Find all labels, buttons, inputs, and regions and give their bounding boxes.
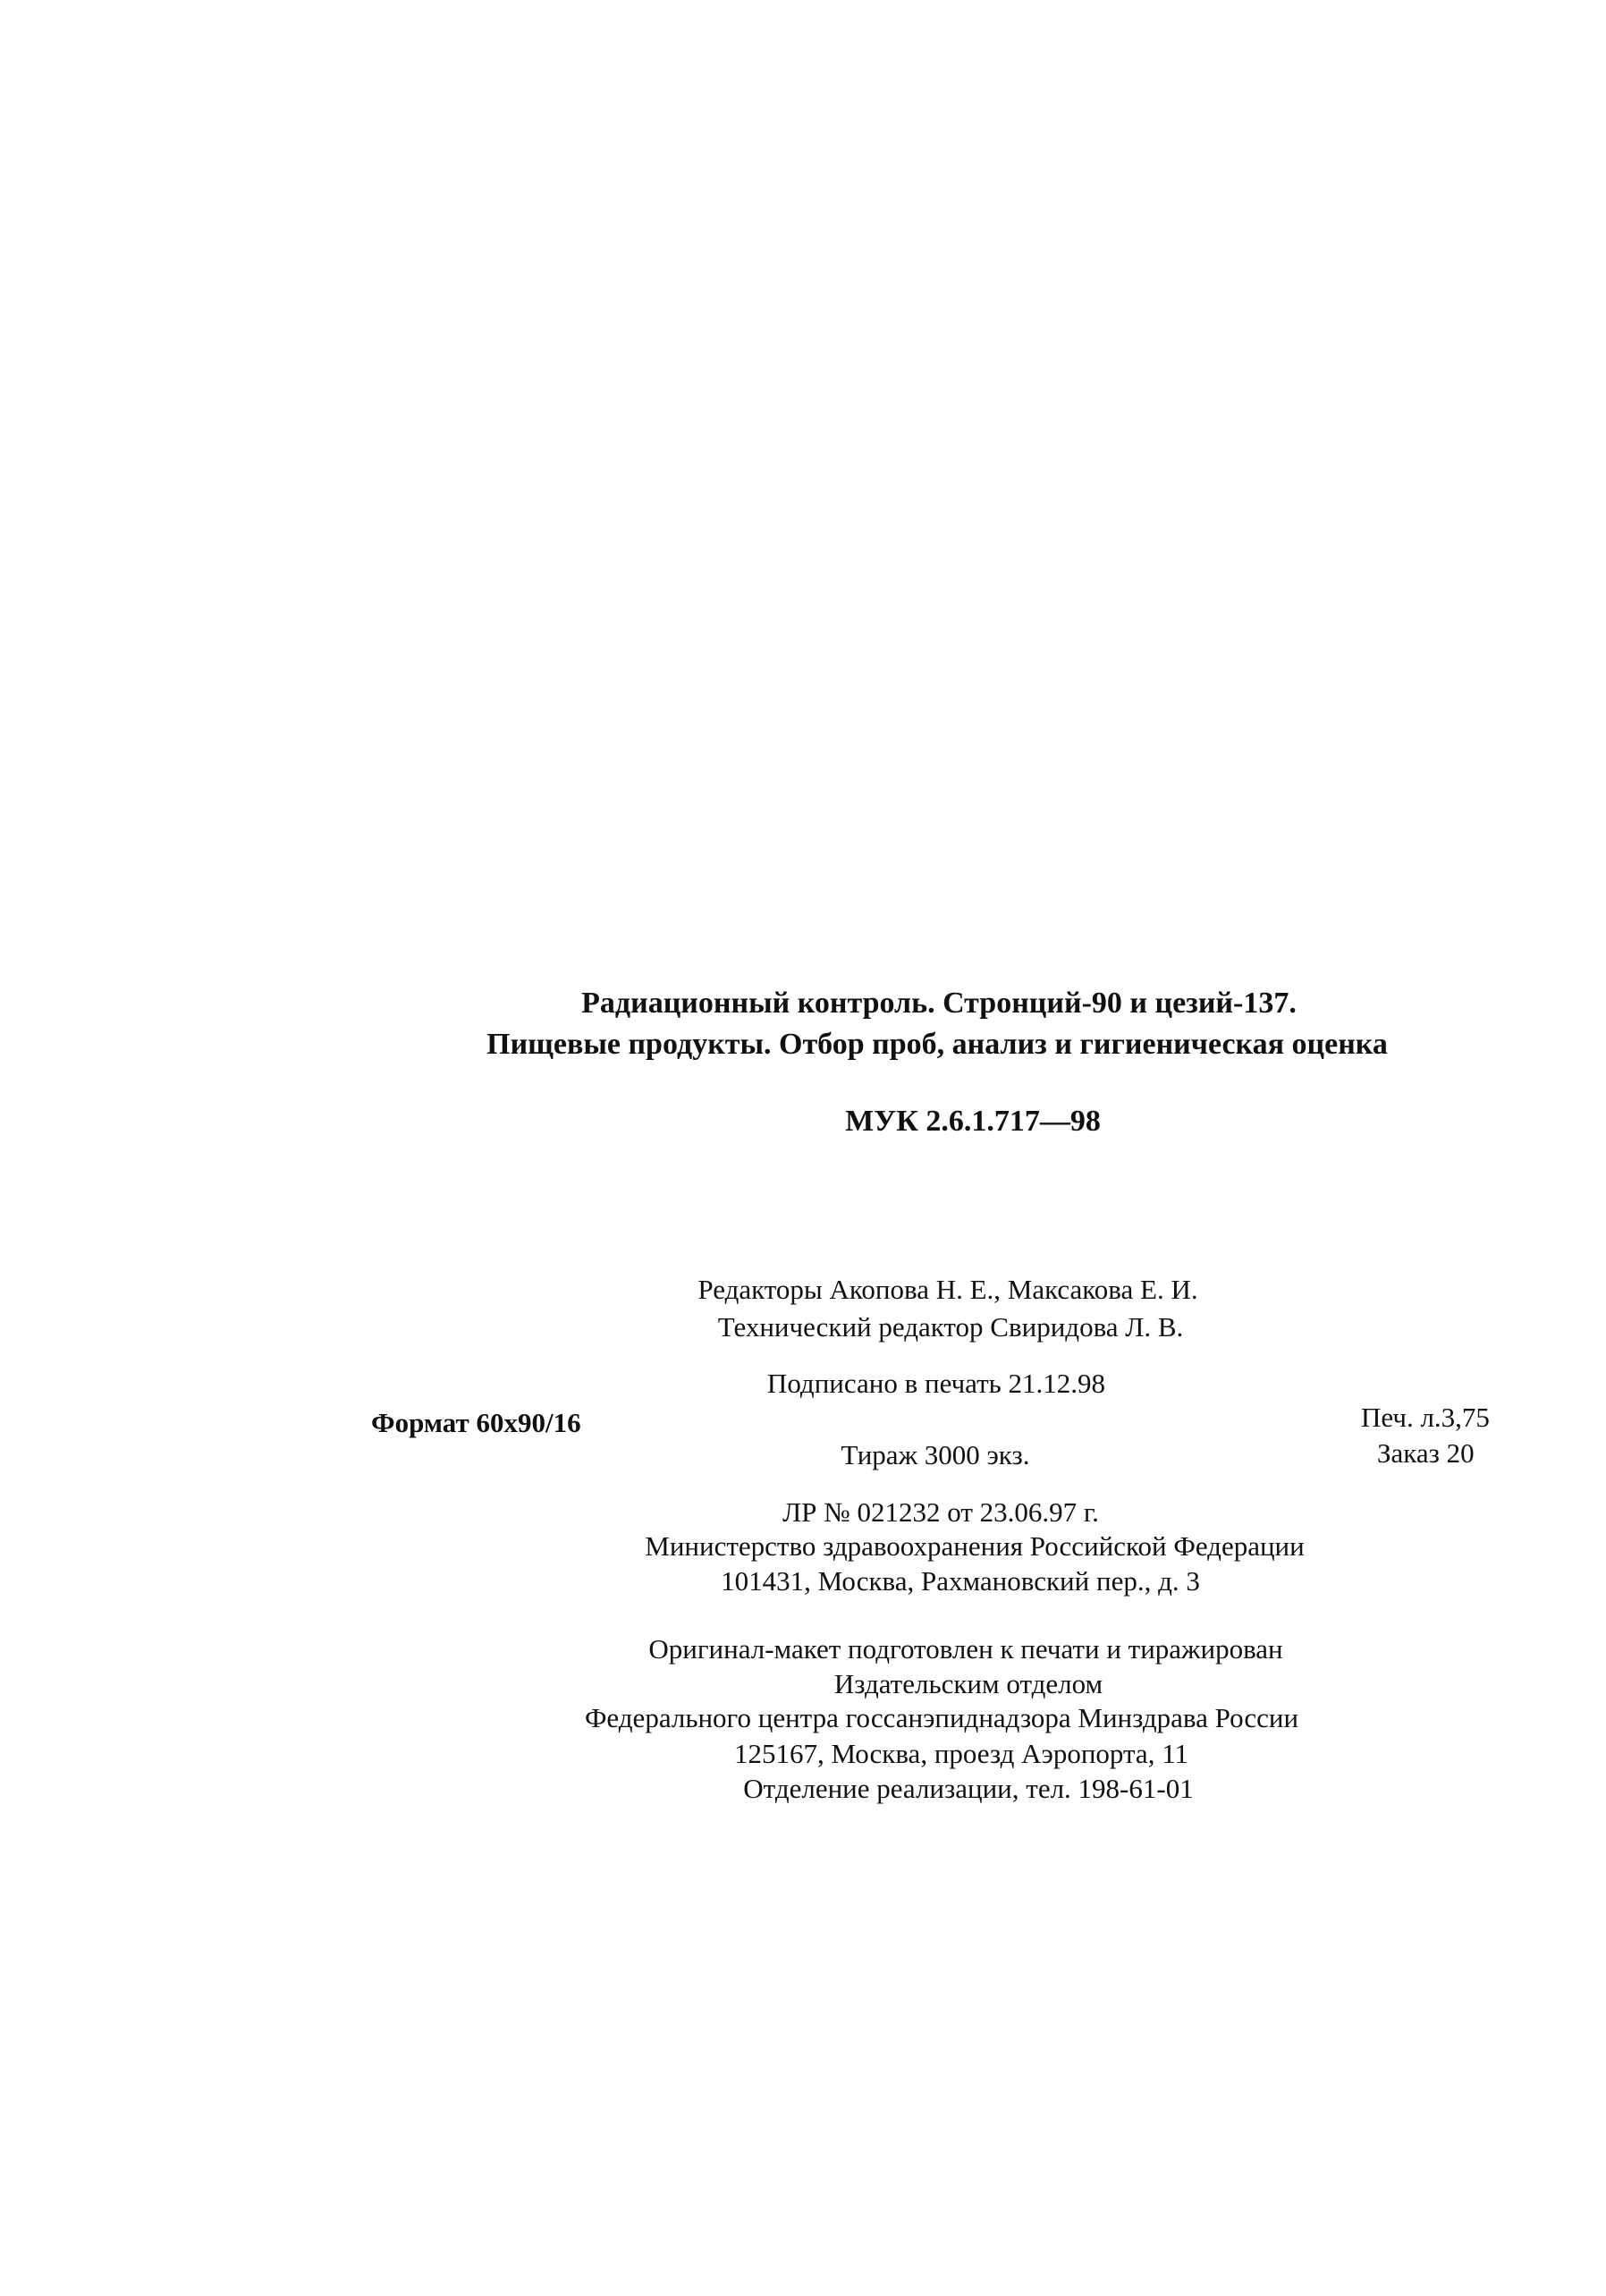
production-line-2: Издательским отделом <box>833 1668 1103 1699</box>
tech-editor-line: Технический редактор Свиридова Л. В. <box>717 1311 1184 1343</box>
publisher-address-line: 101431, Москва, Рахмановский пер., д. 3 <box>721 1565 1200 1597</box>
sales-phone-line: Отделение реализации, тел. 198-61-01 <box>743 1773 1194 1804</box>
order-line: Заказ 20 <box>1377 1437 1475 1469</box>
production-line-3: Федерального центра госсанэпиднадзора Минздрава России <box>584 1702 1299 1733</box>
format-line: Формат 60x90/16 <box>371 1407 581 1438</box>
signed-line: Подписано в печать 21.12.98 <box>766 1368 1106 1399</box>
editors-line: Редакторы Акопова Н. Е., Максакова Е. И. <box>697 1274 1198 1305</box>
license-line: ЛР № 021232 от 23.06.97 г. <box>782 1496 1099 1528</box>
print-sheets-line: Печ. л.3,75 <box>1361 1402 1490 1433</box>
publisher-ministry-line: Министерство здравоохранения Российской Федерации <box>645 1530 1305 1562</box>
title-line-2: Пищевые продукты. Отбор проб, анализ и гигиеническая оценка <box>486 1028 1388 1061</box>
document-code: МУК 2.6.1.717—98 <box>845 1105 1101 1138</box>
production-line-1: Оригинал-макет подготовлен к печати и тиражирован <box>648 1633 1283 1665</box>
production-address-line: 125167, Москва, проезд Аэропорта, 11 <box>733 1738 1189 1769</box>
circulation-line: Тираж 3000 экз. <box>841 1439 1030 1470</box>
title-line-1: Радиационный контроль. Стронций-90 и цезий-137. <box>581 987 1297 1020</box>
